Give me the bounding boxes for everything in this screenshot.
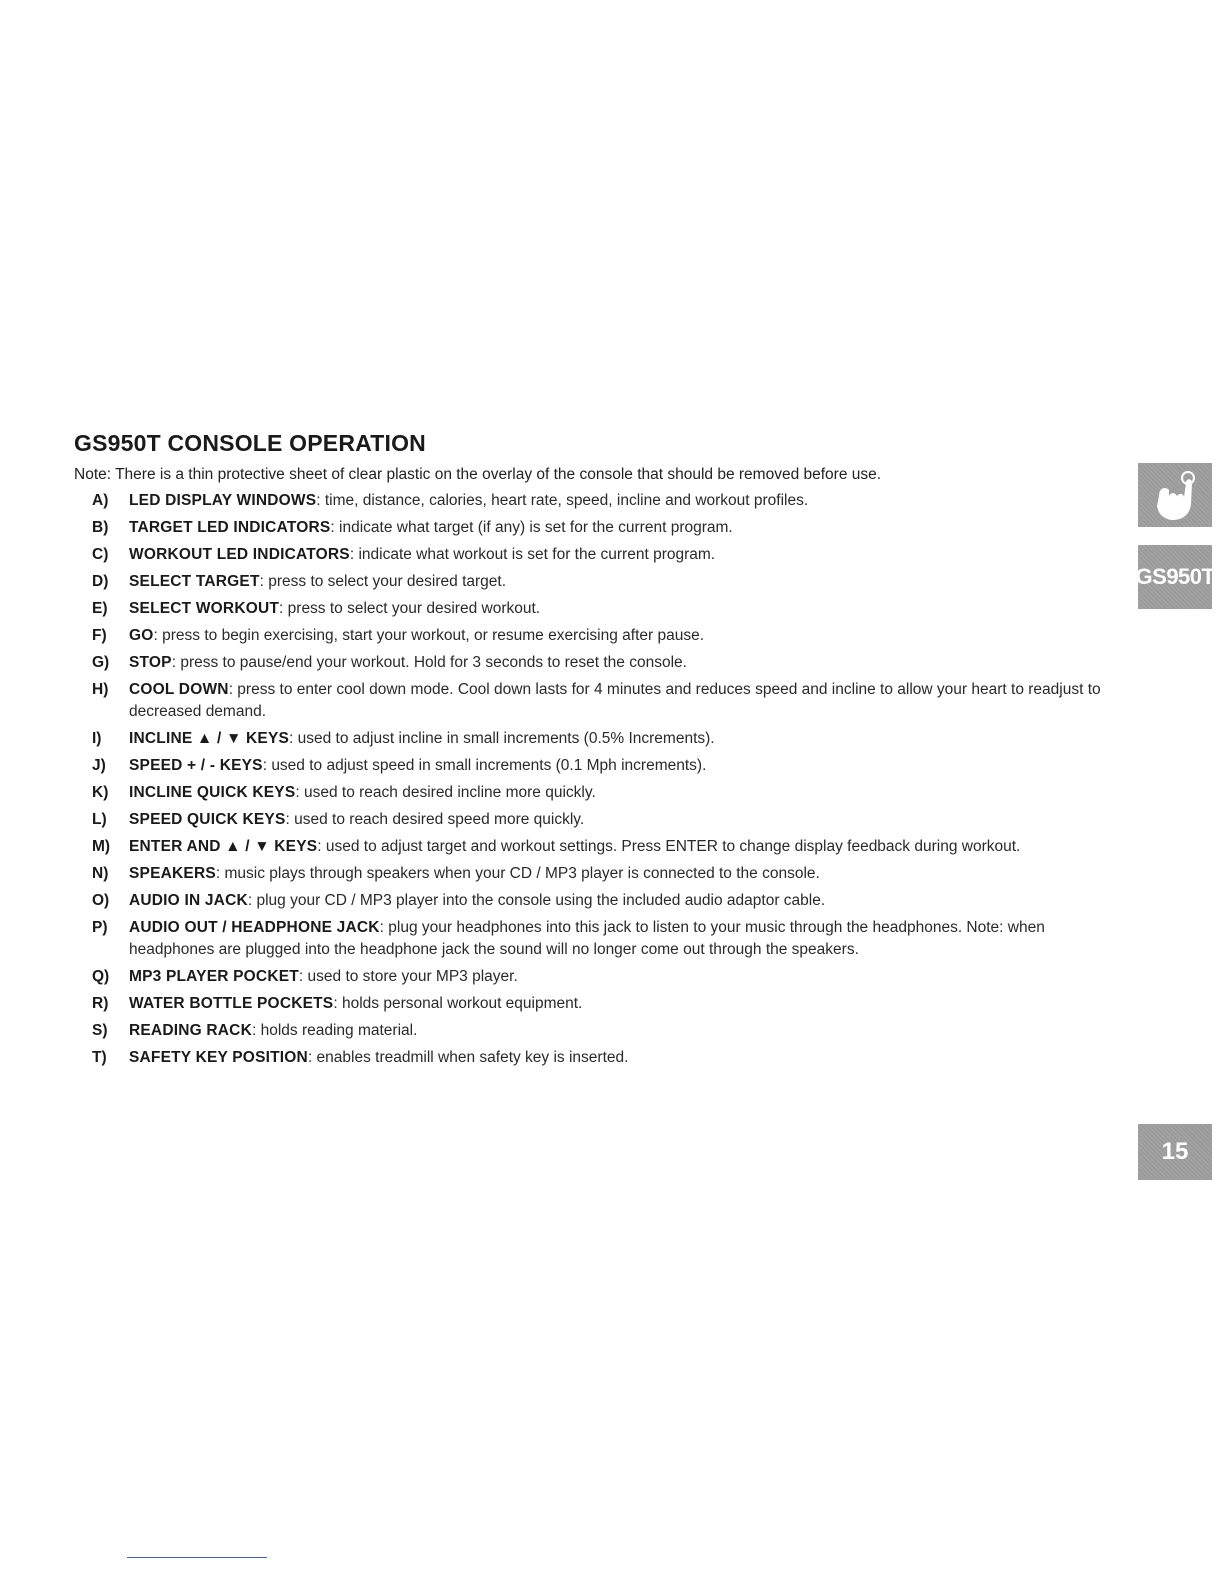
item-letter: G)	[92, 654, 110, 671]
item-description: : indicate what target (if any) is set for the current program.	[330, 519, 733, 536]
page-title: GS950T CONSOLE OPERATION	[74, 430, 426, 456]
item-term: INCLINE QUICK KEYS	[129, 784, 296, 801]
item-letter: T)	[92, 1049, 107, 1066]
list-item	[74, 966, 1119, 988]
item-letter: S)	[92, 1022, 108, 1039]
item-term: ENTER AND ▲ / ▼ KEYS	[129, 838, 318, 855]
list-item	[74, 1020, 1119, 1042]
console-feature-list	[74, 490, 1119, 1069]
item-letter: B)	[92, 519, 109, 536]
item-description: : press to pause/end your workout. Hold for 3 seconds to reset the console.	[171, 654, 687, 671]
item-letter: H)	[92, 681, 109, 698]
item-description: : plug your CD / MP3 player into the console using the included audio adaptor cable.	[247, 892, 826, 909]
item-description: : holds personal workout equipment.	[333, 995, 583, 1012]
item-description: : indicate what workout is set for the current program.	[349, 546, 716, 563]
list-item	[74, 490, 1119, 512]
list-item	[74, 782, 1119, 804]
item-term: SELECT TARGET	[129, 573, 260, 590]
item-term: SELECT WORKOUT	[129, 600, 280, 617]
item-term: INCLINE ▲ / ▼ KEYS	[129, 730, 290, 747]
page-number-tab: 15	[1138, 1124, 1212, 1180]
item-term: COOL DOWN	[129, 681, 229, 698]
item-description: : plug your headphones into this jack to listen to your music through the headphones. Note: when headphones are plugged into the headphone jack the sound will no longer come out through the speakers.	[129, 919, 1045, 958]
list-item	[74, 863, 1119, 885]
item-description: : enables treadmill when safety key is inserted.	[307, 1049, 629, 1066]
item-letter: J)	[92, 757, 106, 774]
list-item	[74, 598, 1119, 620]
item-term: AUDIO IN JACK	[129, 892, 248, 909]
item-description: : used to reach desired speed more quickly.	[285, 811, 585, 828]
list-item	[74, 809, 1119, 831]
item-term: SAFETY KEY POSITION	[129, 1049, 308, 1066]
list-item	[74, 755, 1119, 777]
item-term: LED DISPLAY WINDOWS	[129, 492, 317, 509]
list-item	[74, 517, 1119, 539]
item-term: GO	[129, 627, 154, 644]
item-description: : used to store your MP3 player.	[298, 968, 518, 985]
item-term: WORKOUT LED INDICATORS	[129, 546, 350, 563]
item-letter: A)	[92, 492, 109, 509]
footer-divider	[127, 1557, 267, 1558]
item-term: SPEED + / - KEYS	[129, 757, 263, 774]
item-description: : music plays through speakers when your CD / MP3 player is connected to the console.	[215, 865, 820, 882]
list-item	[74, 1047, 1119, 1069]
item-description: : press to enter cool down mode. Cool down lasts for 4 minutes and reduces speed and incline to allow your heart to readjust to decreased demand.	[129, 681, 1101, 720]
item-term: WATER BOTTLE POCKETS	[129, 995, 334, 1012]
item-letter: K)	[92, 784, 109, 801]
list-item	[74, 993, 1119, 1015]
item-letter: E)	[92, 600, 108, 617]
item-term: TARGET LED INDICATORS	[129, 519, 331, 536]
item-description: : press to begin exercising, start your workout, or resume exercising after pause.	[153, 627, 705, 644]
item-description: : used to adjust incline in small increments (0.5% Increments).	[289, 730, 715, 747]
list-item	[74, 652, 1119, 674]
item-description: : holds reading material.	[251, 1022, 418, 1039]
item-letter: R)	[92, 995, 109, 1012]
item-term: SPEED QUICK KEYS	[129, 811, 286, 828]
item-term: SPEAKERS	[129, 865, 216, 882]
item-letter: F)	[92, 627, 107, 644]
item-letter: D)	[92, 573, 109, 590]
item-term: READING RACK	[129, 1022, 252, 1039]
item-letter: L)	[92, 811, 107, 828]
list-item	[74, 728, 1119, 750]
item-description: : used to adjust speed in small increments (0.1 Mph increments).	[262, 757, 707, 774]
list-item	[74, 571, 1119, 593]
item-description: : used to reach desired incline more quickly.	[295, 784, 596, 801]
list-item	[74, 625, 1119, 647]
item-term: AUDIO OUT / HEADPHONE JACK	[129, 919, 380, 936]
item-description: : time, distance, calories, heart rate, speed, incline and workout profiles.	[316, 492, 809, 509]
intro-note: Note: There is a thin protective sheet of clear plastic on the overlay of the console that should be removed before use.	[74, 466, 882, 483]
side-tab-icon	[1138, 463, 1212, 527]
item-description: : press to select your desired workout.	[279, 600, 541, 617]
item-letter: M)	[92, 838, 111, 855]
item-letter: I)	[92, 730, 102, 747]
pointing-hand-icon	[1145, 466, 1205, 524]
page-content	[74, 428, 1119, 1074]
item-term: STOP	[129, 654, 172, 671]
item-letter: P)	[92, 919, 108, 936]
item-letter: N)	[92, 865, 109, 882]
item-description: : used to adjust target and workout settings. Press ENTER to change display feedback during workout.	[317, 838, 1021, 855]
list-item	[74, 544, 1119, 566]
item-description: : press to select your desired target.	[259, 573, 507, 590]
list-item	[74, 836, 1119, 858]
item-term: MP3 PLAYER POCKET	[129, 968, 299, 985]
item-letter: O)	[92, 892, 110, 909]
item-letter: Q)	[92, 968, 110, 985]
list-item	[74, 917, 1119, 961]
side-tab-model: GS950T	[1138, 545, 1212, 609]
item-letter: C)	[92, 546, 109, 563]
list-item	[74, 679, 1119, 723]
list-item	[74, 890, 1119, 912]
